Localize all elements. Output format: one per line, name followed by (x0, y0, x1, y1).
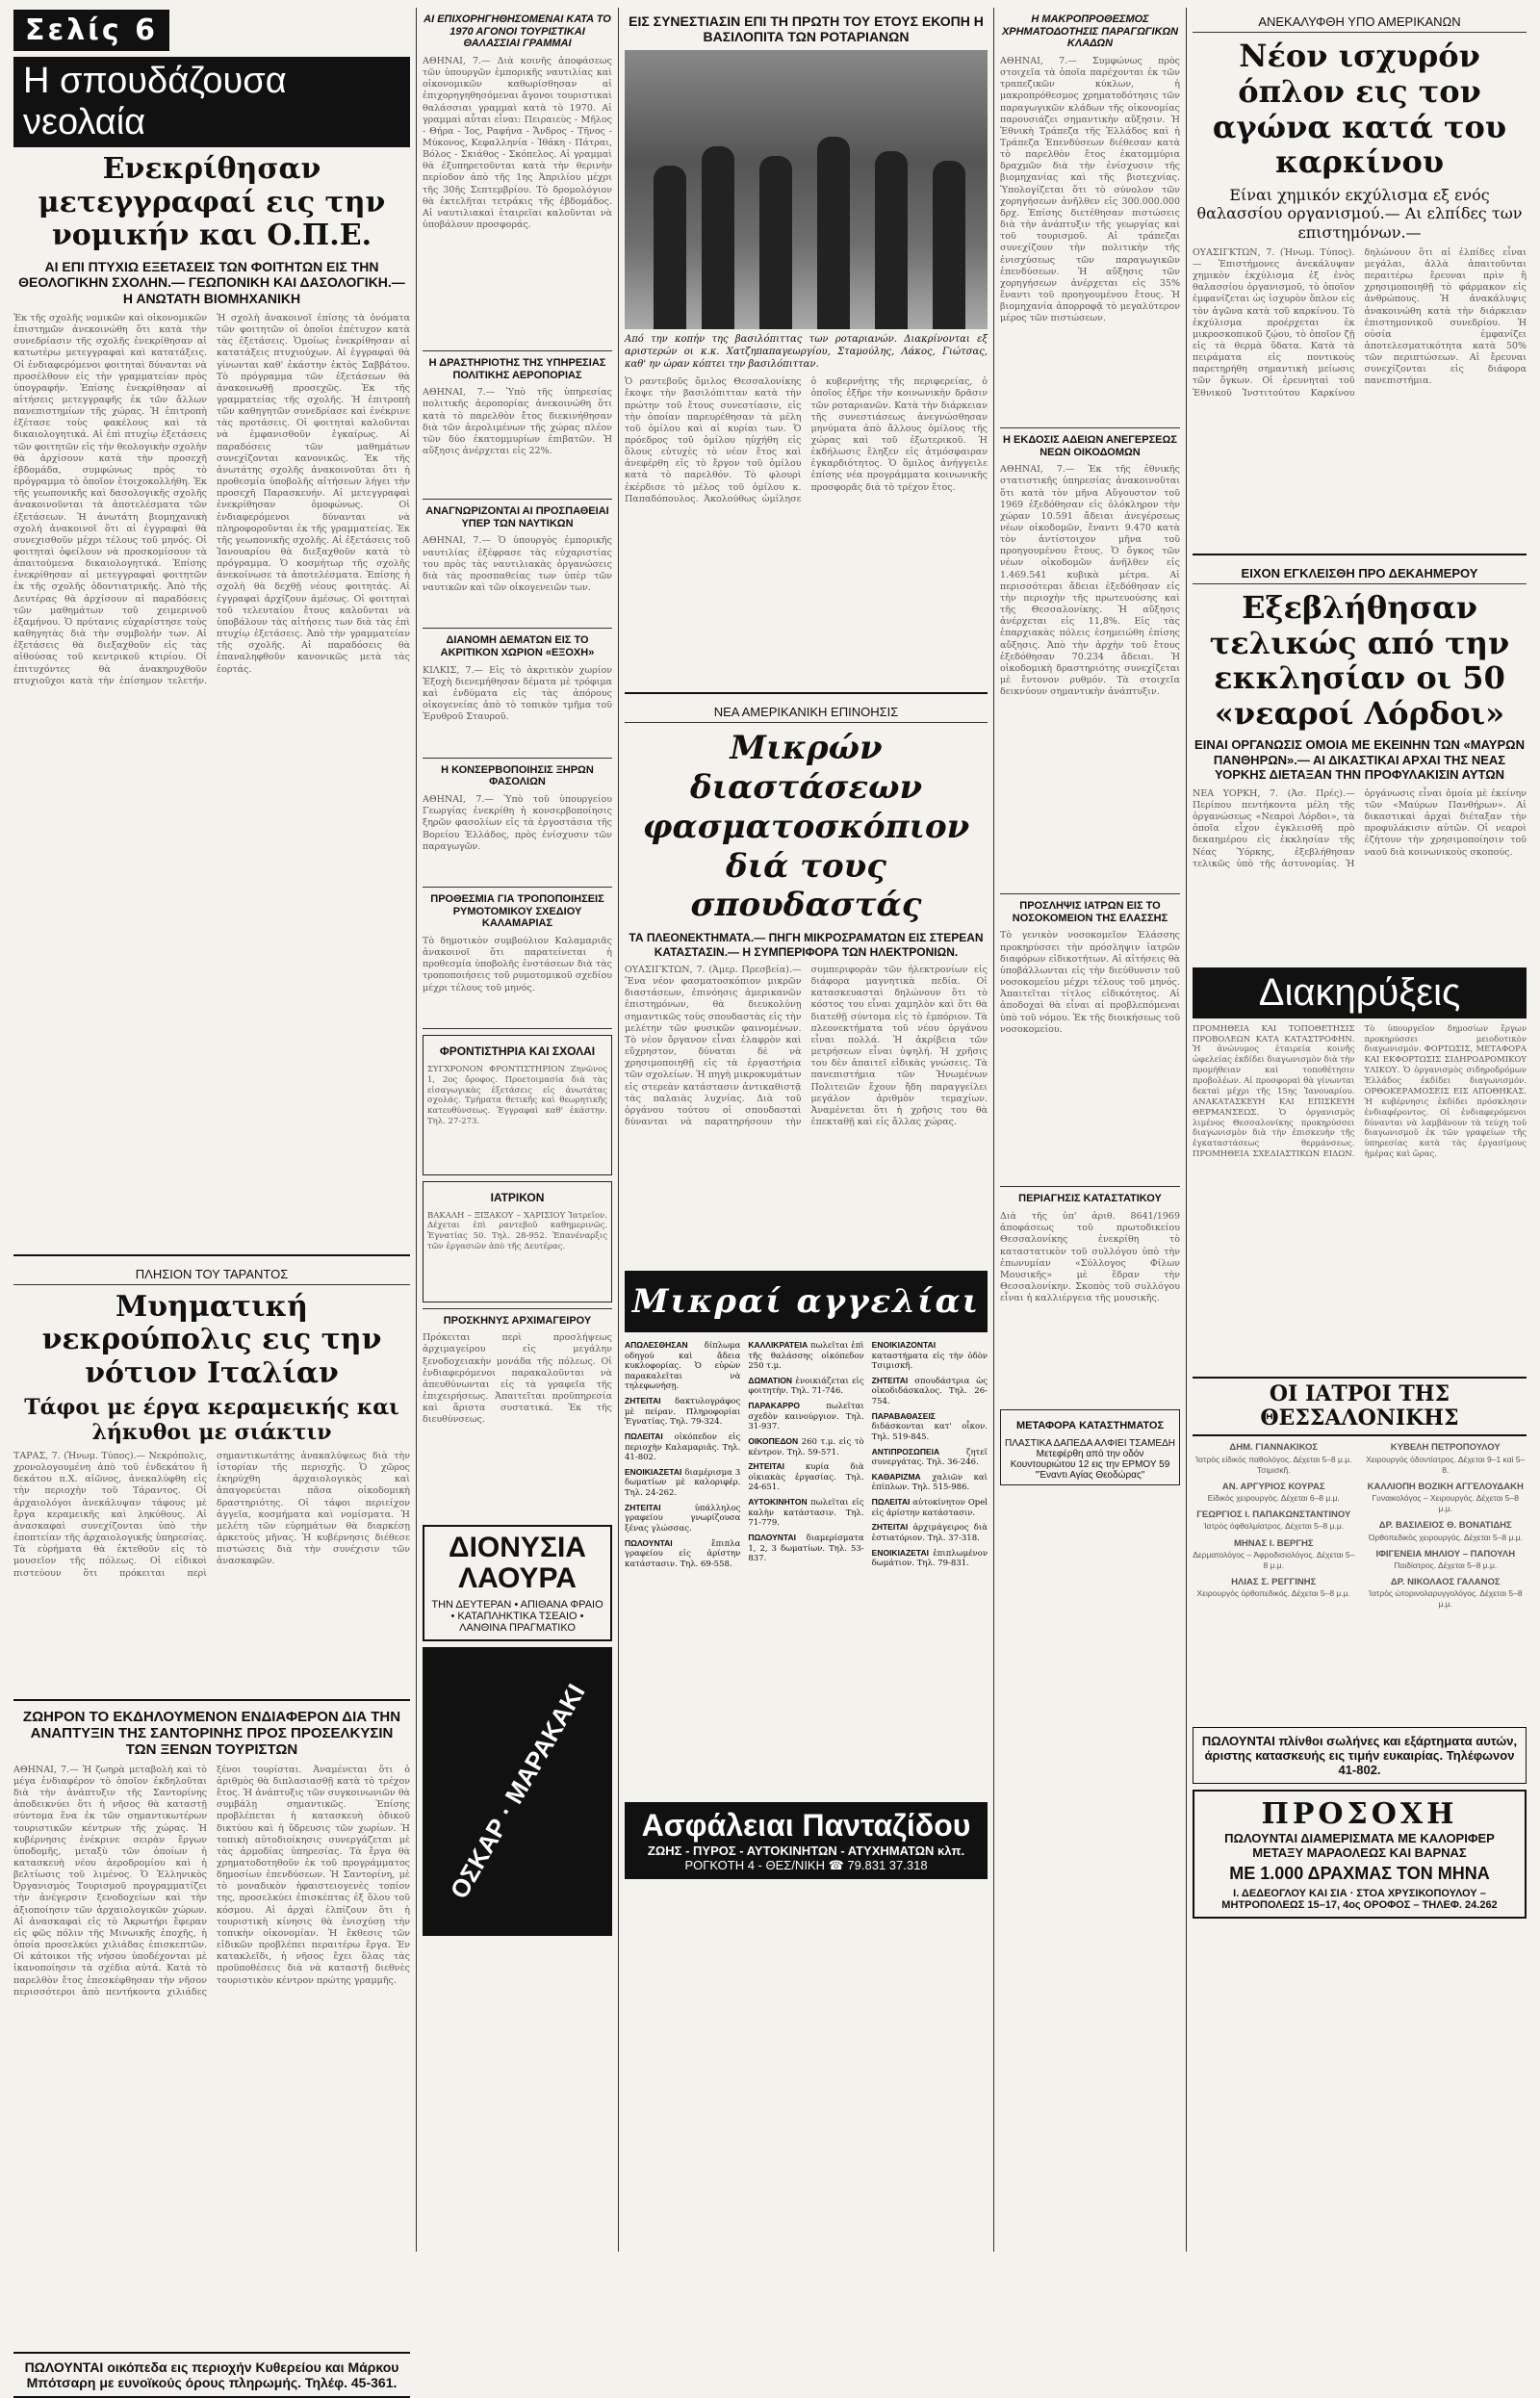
divider (423, 1308, 612, 1309)
kicker-spectroscope: ΝΕΑ ΑΜΕΡΙΚΑΝΙΚΗ ΕΠΙΝΟΗΣΙΣ (625, 702, 988, 723)
article-charter-body: Διὰ τῆς ὑπ' ἀριθ. 8641/1969 ἀποφάσεως τοῦ πρωτοδικείου Θεσσαλονίκης ἐνεκρίθη τὸ καταστατικὸν τοῦ συλλόγου ὑπὸ τὴν ἐπωνυμίαν «Σύλλογος Φίλων Μουσικῆς» μὲ ἕδραν τὴν Θεσσαλονίκην. Σκοπὸς τοῦ συλλόγου εἶναι ἡ καλλιέργεια τῆς μουσικῆς. (1000, 1211, 1180, 1304)
divider (1193, 554, 1527, 555)
box-medical: ΙΑΤΡΙΚΟΝ ΒΑΚΑΛΗ – ΞΙΞΑΚΟΥ – ΧΑΡΙΣΙΟΥ Ἰατρεῖον. Δέχεται ἐπὶ ραντεβοῦ καθημερινῶς. Ἐγνατίας 50. Τηλ. 28-952. Ἐπανέναρξις τῶν ἐργασιῶν ἀπὸ τῆς Δευτέρας. (423, 1181, 612, 1302)
notice-pipes: ΠΩΛΟΥΝΤΑΙ πλίνθοι σωλήνες και εξάρτηματα αυτών, άριστης κατασκευής εις τιμήν ευκαιρίας. Τηλέφωνον 41-802. (1193, 1727, 1527, 1784)
divider (423, 499, 612, 500)
column-1 (8, 8, 417, 2390)
article-parcels-body: ΚΙΛΚΙΣ, 7.— Εἰς τὸ ἀκριτικὸν χωρίον Ἐξοχὴ διενεμήθησαν δέματα μὲ τρόφιμα καὶ ἐνδύματα εἰς τὰς ἀπόρους οἰκογενείας ἀπὸ τὸ τοπικὸν τμῆμα τοῦ Ἐρυθροῦ Σταυροῦ. (423, 664, 612, 723)
doctors-list: ΔΗΜ. ΓΙΑΝΝΑΚΙΚΟΣ Ἰατρὸς εἰδικὸς παθολόγος. Δέχεται 5–8 μ.μ. Τσιμισκῆ. ΑΝ. ΑΡΓΥΡΙΟΣ ΚΟΥΡΑΣ Εἰδικὸς χειρουργὸς. Δέχεται 6–8 μ.μ. ΓΕΩΡΓΙΟΣ Ι. ΠΑΠΑΚΩΝΣΤΑΝΤΙΝΟΥ Ἰατρὸς ὀφθαλμίατρος. Δέχεται 5–8 μ.μ. ΜΗΝΑΣ Ι. ΒΕΡΓΗΣ Δερματολόγος – Ἀφροδισιολόγος. Δέχεται 5–8 μ.μ. ΗΛΙΑΣ Σ. ΡΕΓΓΙΝΗΣ Χειρουργὸς ὀρθοπεδικός. Δέχεται 5–8 μ.μ. ΚΥΒΕΛΗ ΠΕΤΡΟΠΟΥΛΟΥ Χειρουργὸς ὀδοντίατρος. Δέχεται 9–1 καὶ 5–8. ΚΑΛΛΙΟΠΗ ΒΟΖΙΚΗ ΑΓΓΕΛΟΥΔΑΚΗ Γυναικολόγος – Χειρουργός. Δέχεται 5–8 μ.μ. ΔΡ. ΒΑΣΙΛΕΙΟΣ Θ. ΒΟΝΑΤΙΔΗΣ Ὀρθοπεδικὸς χειρουργός. Δέχεται 5–8 μ.μ. ΙΦΙΓΕΝΕΙΑ ΜΗΛΙΟΥ – ΠΑΠΟΥΛΗ Παιδίατρος. Δέχεται 5–8 μ.μ. ΔΡ. ΝΙΚΟΛΑΟΣ ΓΑΛΑΝΟΣ Ἰατρὸς ὠτορινολαρυγγολόγος. Δέχεται 5–8 μ.μ. (1193, 1442, 1526, 1610)
headline-medical: ΙΑΤΡΙΚΟΝ (490, 1190, 545, 1204)
headline-relocation: ΜΕΤΑΦΟΡΑ ΚΑΤΑΣΤΗΜΑΤΟΣ (1015, 1420, 1165, 1432)
divider (1000, 893, 1180, 894)
ad-prosochi-footer: Ι. ΔΕΔΕΟΓΛΟΥ ΚΑΙ ΣΙΑ · ΣΤΟΑ ΧΡΥΣΙΚΟΠΟΥΛΟΥ – ΜΗΤΡΟΠΟΛΕΩΣ 15–17, 4ος ΟΡΟΦΟΣ – ΤΗΛΕΦ. 24.262 (1221, 1888, 1498, 1912)
headline-lords: Εξεβλήθησαν τελικώς από την εκκλησίαν οι 50 «νεαροί Λόρδοι» (1209, 588, 1510, 733)
article-santorini-body: ΑΘΗΝΑΙ, 7.— Ἡ ζωηρὰ μεταβολὴ καὶ τὸ μέγα ἐνδιαφέρον τὸ ὁποῖον ἐκδηλοῦται διὰ τὴν ἀνάπτυξιν τῆς Σαντορίνης ἀποδεικνύει ὅτι ἡ νῆσος θὰ καταστῇ σύντομα ἕνα ἐκ τῶν σημαντικωτέρων τουριστικῶν κέντρων τῆς χώρας. Ἡ κυβέρνησις ἐνέκρινε σειρὰν ἔργων ὑποδομῆς, μεταξὺ τῶν ὁποίων ἡ κατασκευὴ νέου ἀεροδρομίου καὶ ἡ βελτίωσις τοῦ λιμένος. Ὁ Ἑλληνικὸς Ὀργανισμὸς Τουρισμοῦ προγραμματίζει τὴν ἀνέγερσιν ξενοδοχείων καὶ τὴν ἀξιοποίησιν τῶν ἀρχαιολογικῶν χώρων. Αἱ ἀνασκαφαὶ εἰς τὸ Ἀκρωτήρι ἔφεραν εἰς φῶς πόλιν τῆς Μινωικῆς ἐποχῆς, ἡ ὁποία προσελκύει χιλιάδας ἐπισκεπτῶν. Οἱ κάτοικοι τῆς νήσου ὑποδέχονται μὲ ἱκανοποίησιν τὰ σχέδια αὐτά. Κατὰ τὸ παρελθὸν ἔτος ἐπεσκέφθησαν τὴν νῆσον περισσότεροι ἀπὸ πεντήκοντα χιλιάδες ξένοι τουρίσται. Ἀναμένεται ὅτι ὁ ἀριθμὸς θὰ διπλασιασθῇ κατὰ τὸ τρέχον ἔτος. Ἡ ἀνάπτυξις τῶν συγκοινωνιῶν θὰ συμβάλῃ σημαντικῶς. Ἐπίσης προβλέπεται ἡ κατασκευὴ ὁδικοῦ δικτύου καὶ ἡ ὕδρευσις τῶν χωρίων. Ἡ τοπικὴ αὐτοδιοίκησις συνεργάζεται μὲ τὰς ἀρμοδίας ὑπηρεσίας. Τὰ ἔργα θὰ χρηματοδοτηθοῦν ἐκ τοῦ προγράμματος δημοσίων ἐπενδύσεων. Ἡ Σαντορίνη, μὲ τὸ μοναδικὸν ἡφαιστειογενὲς τοπίον της, προσελκύει ἐπισκέπτας ἐξ ὅλου τοῦ κόσμου. Αἱ ἀρχαὶ ἐλπίζουν ὅτι ἡ τουριστικὴ κίνησις θὰ ἐνισχύσῃ τὴν τοπικὴν οἰκονομίαν. Ἡ ἔκθεσις τῶν εἰδικῶν προβλέπει περαιτέρω ἔργα. Ἐν κατακλεῖδι, ἡ νῆσος ἔχει ὅλας τὰς προϋποθέσεις διὰ νὰ καταστῇ διεθνὲς τουριστικὸν κέντρον πρώτης γραμμῆς. (13, 1764, 410, 1998)
ad-prosochi-line1: ΠΩΛΟΥΝΤΑΙ ΔΙΑΜΕΡΙΣΜΑΤΑ ΜΕ ΚΑΛΟΡΙΦΕΡ ΜΕΤΑΞΥ ΜΑΡΑΟΛΕΩΣ ΚΑΙ ΒΑΡΝΑΣ (1224, 1831, 1495, 1861)
classifieds-list: ΑΠΩΛΕΣΘΗΣΑΝ δίπλωμα οδηγού καὶ ἄδεια κυκλοφορίας. Ὁ εὑρὼν παρακαλεῖται νὰ τηλεφωνήσῃ. ΖΗΤΕΙΤΑΙ δακτυλογράφος μὲ πείραν. Πληροφορίαι Ἐγνατίας. Τηλ. 79-324. ΠΩΛΕΙΤΑΙ οἰκόπεδον εἰς περιοχὴν Καλαμαριᾶς. Τηλ. 41-802. ΕΝΟΙΚΙΑΖΕΤΑΙ διαμέρισμα 3 δωματίων μὲ καλοριφέρ. Τηλ. 24-262. ΖΗΤΕΙΤΑΙ ὑπάλληλος γραφείου γνωρίζουσα ξένας γλώσσας. ΠΩΛΟΥΝΤΑΙ ἔπιπλα γραφείου εἰς ἀρίστην κατάστασιν. Τηλ. 69-558. ΚΑΛΛΙΚΡΑΤΕΙΑ πωλεῖται ἐπὶ τῆς θαλάσσης οἰκόπεδον 250 τ.μ. ΔΩΜΑΤΙΟΝ ἐνοικιάζεται εἰς φοιτητὴν. Τηλ. 71-746. ΠΑΡΑΚΑΡΡΟ πωλεῖται σχεδὸν καινούργιον. Τηλ. 31-937. ΟΙΚΟΠΕΔΟΝ 260 τ.μ. εἰς τὸ κέντρον. Τηλ. 59-571. ΖΗΤΕΙΤΑΙ κυρία διὰ οἰκιακὰς ἐργασίας. Τηλ. 24-651. ΑΥΤΟΚΙΝΗΤΟΝ πωλεῖται εἰς καλὴν κατάστασιν. Τηλ. 71-779. ΠΩΛΟΥΝΤΑΙ διαμερίσματα 1, 2, 3 δωματίων. Τηλ. 53-837. ΕΝΟΙΚΙΑΖΟΝΤΑΙ καταστήματα εἰς τὴν ὁδὸν Τσιμισκῆ. ΖΗΤΕΙΤΑΙ σπουδάστρια ὡς οἰκοδιδάσκαλος. Τηλ. 26-754. ΠΑΡΑΒΑΘΑΣΕΙΣ διδάσκονται κατ' οἶκον. Τηλ. 519-845. ΑΝΤΙΠΡΟΣΩΠΕΙΑ ζητεῖ συνεργάτας. Τηλ. 36-246. ΚΑΘΑΡΙΖΜΑ χαλιῶν καὶ ἐπίπλων. Τηλ. 515-986. ΠΩΛΕΙΤΑΙ αὐτοκίνητον Opel εἰς ἀρίστην κατάστασιν. ΖΗΤΕΙΤΑΙ ἀρχιμάγειρος διὰ ἑστιατόριον. Τηλ. 37-318. ΕΝΟΙΚΙΑΖΕΤΑΙ ἐπιπλωμένον δωμάτιον. Τηλ. 79-831. (625, 1339, 988, 1569)
article-financing-body: ΑΘΗΝΑΙ, 7.— Συμφώνως πρὸς στοιχεῖα τὰ ὁποῖα παρέχονται ἐκ τῶν τραπεζικῶν κύκλων, ἡ μακροπρόθεσμος χρηματοδότησις τῶν παραγωγικῶν κλάδων τῆς οἰκονομίας παρουσιάζει σημαντικὴν αὔξησιν. Ἡ Ἐθνικὴ Τράπεζα τῆς Ἑλλάδος καὶ ἡ Τράπεζα Ἐπενδύσεων διέθεσαν κατὰ τὸ παρελθὸν ἔτος ἑκατομμύρια δραχμῶν διὰ τὴν ἐνίσχυσιν τῆς βιομηχανίας καὶ τῆς βιοτεχνίας. Ὑπολογίζεται ὅτι τὸ σύνολον τῶν χορηγήσεων ἀνῆλθεν εἰς 300.000.000 δρχ. Ἐπίσης διετέθησαν πιστώσεις διὰ τὴν ἀνάπτυξιν τῆς γεωργίας καὶ τοῦ τουρισμοῦ. Αἱ τράπεζαι συνεχίζουν τὴν πολιτικὴν τῆς ἐνισχύσεως τῶν παραγωγικῶν ἐπενδύσεων. Ἡ αὔξησις τῶν χορηγήσεων ἀνέρχεται εἰς 35% ἔναντι τοῦ προηγουμένου ἔτους. Ἡ βιομηχανία ἀπορροφᾷ τὸ μεγαλύτερον μέρος τῶν πιστώσεων. (1000, 55, 1180, 324)
article-lords-body: ΝΕΑ ΥΟΡΚΗ, 7. (Ἀσ. Πρές).— Περίπου πεντήκοντα μέλη τῆς ὀργανώσεως «Νεαροὶ Λόρδοι», τὰ ὁποῖα εἶχον ἐγκλεισθῆ πρὸ δεκαημέρου εἰς ἐκκλησίαν τῆς Νέας Ὑόρκης, ἐξεβλήθησαν τελικῶς ὑπὸ τῆς ἀστυνομίας. Ἡ ὀργάνωσις εἶναι ὁμοία μὲ ἐκείνην τῶν «Μαύρων Πανθήρων». Αἱ δικαστικαὶ ἀρχαὶ διέταξαν τὴν προφυλάκισιν αὐτῶν. Οἱ νεαροὶ ἐζήτουν τὴν χρησιμοποίησιν τοῦ ναοῦ διὰ κοινωνικοὺς σκοπούς. (1193, 787, 1527, 869)
article-tourist-lines-body: ΑΘΗΝΑΙ, 7.— Διὰ κοινῆς ἀποφάσεως τῶν ὑπουργῶν ἐμπορικῆς ναυτιλίας καὶ οἰκονομικῶν καθωρίσθησαν αἱ ἐπιχορηγηθησόμεναι ἄγονοι τουριστικαὶ θαλάσσιαι γραμμαὶ κατὰ τὸ 1970. Αἱ γραμμαὶ αὗται εἶναι: Πειραιεὺς - Μῆλος - Θήρα - Ἰος, Ραφήνα - Ἄνδρος - Τῆνος - Μύκονος, Κεφαλληνία - Ἰθάκη - Πάτραι, Βόλος - Σκιάθος - Σκόπελος. Αἱ γραμμαὶ θὰ ἐξυπηρετοῦνται κατὰ τὴν θερινὴν περίοδον ἀπὸ τῆς 1ης Ἀπριλίου μέχρι τῆς 30ῆς Σεπτεμβρίου. Τὸ δρομολόγιον θὰ ἐκτελῆται τετράκις τῆς ἑβδομάδος. Αἱ ναυτιλιακαὶ ἑταιρεῖαι καλοῦνται νὰ ὑποβάλουν προσφοράς. (423, 55, 612, 231)
headline-chef: ΠΡΟΣΚΗΝΥΣ ΑΡΧΙΜΑΓΕΙΡΟΥ (443, 1314, 592, 1327)
article-kalamaria-body: Τὸ δημοτικὸν συμβούλιον Καλαμαριᾶς ἀνακοινοῖ ὅτι παρατείνεται ἡ προθεσμία ὑποβολῆς ἐνστάσεων διὰ τὰς τροποποιήσεις τοῦ ρυμοτομικοῦ σχεδίου μέχρι τέλους τοῦ μηνός. (423, 935, 612, 993)
divider (13, 1699, 410, 1701)
article-permits-body: ΑΘΗΝΑΙ, 7.— Ἐκ τῆς ἐθνικῆς στατιστικῆς ὑπηρεσίας ἀνακοινοῦται ὅτι κατὰ τὸν μῆνα Αὔγουστον τοῦ 1969 ἐξεδόθησαν εἰς ὁλόκληρον τὴν χώραν 10.591 ἄδειαι ἀνεγέρσεως νέων οἰκοδομῶν, ἔναντι 9.470 κατὰ τὸν ἀντίστοιχον μῆνα τοῦ προηγουμένου ἔτους. Ὁ ὄγκος τῶν νέων οἰκοδομῶν ἀνῆλθεν εἰς 1.469.541 κυβικὰ μέτρα. Αἱ περισσότεραι ἄδειαι ἐξεδόθησαν εἰς τὴν περιοχὴν τῆς πρωτευούσης καὶ τῆς Θεσσαλονίκης. Ἡ αὔξησις ἀνέρχεται εἰς 11,8%. Εἰς τὰς ἐπαρχιακὰς πόλεις ἐσημειώθη ἐπίσης αὔξησις. Ἀπὸ τὴν ἀρχὴν τοῦ ἔτους ἐξεδόθησαν 70.234 ἄδειαι. Ἡ οἰκοδομικὴ δραστηριότης συνεχίζεται μὲ ἔντονον ρυθμόν. Τὰ στοιχεῖα δεικνύουν σημαντικὴν ἀνάπτυξιν. (1000, 464, 1180, 698)
column-5 (1187, 8, 1532, 2252)
column-3 (619, 8, 994, 2252)
ad-insurance-text: ΖΩΗΣ - ΠΥΡΟΣ - ΑΥΤΟΚΙΝΗΤΩΝ - ΑΤΥΧΗΜΑΤΩΝ κλπ. (647, 1843, 965, 1858)
divider (423, 758, 612, 759)
page-label: Σελίς 6 (13, 10, 169, 51)
divider (1000, 427, 1180, 428)
box-relocation (1000, 1409, 1180, 1485)
ad-dionysia-text: ΤΗΝ ΔΕΥΤΕΡΑΝ • ΑΠΙΘΑΝΑ ΦΡΑΙΟ • ΚΑΤΑΠΛΗΚΤΙΚΑ ΤΣΕΑΙΟ • ΛΑΝΘΙΝΑ ΠΡΑΓΜΑΤΙΚΟ (431, 1599, 603, 1635)
column-4 (994, 8, 1187, 2252)
divider (423, 887, 612, 888)
subhead-cancer: Είναι χημικόν εκχύλισμα εξ ενός θαλασσίου οργανισμού.— Αι ελπίδες των επιστημόνων.— (1196, 186, 1523, 242)
ad-insurance (625, 1802, 988, 1879)
declarations-body: ΠΡΟΜΗΘΕΙΑ ΚΑΙ ΤΟΠΟΘΕΤΗΣΙΣ ΠΡΟΒΟΛΕΩΝ ΚΑΤΑ ΚΑΤΑΣΤΡΟΦΗΝ. Ἡ ἀνώνυμος ἑταιρεία κοινῆς ὠφελείας ἐκδίδει διαγωνισμὸν διὰ τὴν προμήθειαν καὶ τοποθέτησιν προβολέων. Αἱ προσφοραὶ θὰ γίνωνται δεκταὶ μέχρι τῆς 15ης Ἰανουαρίου. ΑΝΑΚΑΤΑΣΚΕΥΗ ΚΑΙ ΕΠΙΣΚΕΥΗ ΘΕΡΜΑΝΣΕΩΣ. Ὁ ὀργανισμὸς λιμένος Θεσσαλονίκης προκηρύσσει διαγωνισμὸν διὰ τὴν ἐπισκευὴν τῆς ἐγκαταστάσεως θερμάνσεως. ΠΡΟΜΗΘΕΙΑ ΣΧΕΔΙΑΣΤΙΚΩΝ ΕΙΔΩΝ. Τὸ ὑπουργεῖον δημοσίων ἔργων προκηρύσσει μειοδοτικὸν διαγωνισμόν. ΦΟΡΤΩΣΙΣ, ΜΕΤΑΦΟΡΑ ΚΑΙ ΕΚΦΟΡΤΩΣΙΣ ΣΙΔΗΡΟΔΡΟΜΙΚΟΥ ΥΛΙΚΟΥ. Ὁ ὀργανισμὸς σιδηροδρόμων Ἑλλάδος ἐκδίδει διαγωνισμόν. ΟΡΘΟΚΕΡΑΜΟΣΕΙΣ ΕΙΣ ΑΠΟΘΗΚΑΣ. Ἡ κυβέρνησις ἐκδίδει πρόσκλησιν ἐνδιαφέροντος. Οἱ ἐνδιαφερόμενοι δύνανται νὰ λαμβάνουν τὰ τεύχη τοῦ διαγωνισμοῦ ἐκ τῶν γραφείων τῆς ὑπηρεσίας κατὰ τὰς ἐργασίμους ἡμέρας καὶ ὥρας. (1193, 1023, 1527, 1160)
headline-rotary: ΕΙΣ ΣΥΝΕΣΤΙΑΣΙΝ ΕΠΙ ΤΗ ΠΡΩΤΗ ΤΟΥ ΕΤΟΥΣ ΕΚΟΠΗ Η ΒΑΣΙΛΟΠΙΤΑ ΤΩΝ ΡΟΤΑΡΙΑΝΩΝ (629, 13, 984, 45)
subhead-lords: ΕΙΝΑΙ ΟΡΓΑΝΩΣΙΣ ΟΜΟΙΑ ΜΕ ΕΚΕΙΝΗΝ ΤΩΝ «ΜΑΥΡΩΝ ΠΑΝΘΗΡΩΝ».— ΑΙ ΔΙΚΑΣΤΙΚΑΙ ΑΡΧΑΙ ΤΗΣ ΝΕΑΣ ΥΟΡΚΗΣ ΔΙΕΤΑΞΑΝ ΤΗΝ ΠΡΟΦΥΛΑΚΙΣΙΝ ΑΥΤΩΝ (1194, 736, 1525, 783)
article-beans-body: ΑΘΗΝΑΙ, 7.— Ὑπὸ τοῦ ὑπουργείου Γεωργίας ἐνεκρίθη ἡ κονσερβοποίησις ξηρῶν φασολίων εἰς τὰ ἐργοστάσια τῆς Βορείου Ἑλλάδος, πρὸς ἐνίσχυσιν τῶν παραγωγῶν. (423, 794, 612, 852)
photo-rotary-cake (625, 50, 988, 329)
subhead-necropolis: Τάφοι με έργα κεραμεικής και λήκυθοι με σιάκτιν (24, 1395, 399, 1445)
divider (1000, 1186, 1180, 1187)
divider (423, 1028, 612, 1029)
headline-santorini: ΖΩΗΡΟΝ ΤΟ ΕΚΔΗΛΟΥΜΕΝΟΝ ΕΝΔΙΑΦΕΡΟΝ ΔΙΑ ΤΗΝ ΑΝΑΠΤΥΞΙΝ ΤΗΣ ΣΑΝΤΟΡΙΝΗΣ ΠΡΟΣ ΠΡΟΣΕΛΚΥΣΙΝ ΤΩΝ ΞΕΝΩΝ ΤΟΥΡΙΣΤΩΝ (22, 1708, 401, 1759)
article-sailors-body: ΑΘΗΝΑΙ, 7.— Ὁ ὑπουργὸς ἐμπορικῆς ναυτιλίας ἐξέφρασε τὰς εὐχαριστίας του πρὸς τὰς ναυτιλιακὰς ὀργανώσεις διὰ τὰς προσπαθείας των ὑπὲρ τῶν ναυτικῶν καὶ τῶν οἰκογενειῶν των. (423, 535, 612, 594)
box-tutoring: ΦΡΟΝΤΙΣΤΗΡΙΑ ΚΑΙ ΣΧΟΛΑΙ ΣΥΓΧΡΟΝΟΝ ΦΡΟΝΤΙΣΤΗΡΙΟΝ Ζηνῶνος 1, 2ος ὄροφος. Προετοιμασία διὰ τὰς εἰσαγωγικὰς ἐξετάσεις εἰς ἀνωτάτας σχολάς. Τμήματα θετικῆς καὶ θεωρητικῆς κατευθύνσεως. Ἐγγραφαὶ καθ' ἑκάστην. Τηλ. 27-273. (423, 1035, 612, 1175)
ad-dionysia (423, 1525, 612, 1641)
ad-dionysia-title: ΔΙΟΝΥΣΙΑ ΛΑΟΥΡΑ (449, 1532, 586, 1594)
newspaper-page (8, 8, 1532, 2390)
ad-vertical-image (423, 1647, 612, 1936)
article-civil-aviation-body: ΑΘΗΝΑΙ, 7.— Ὑπὸ τῆς ὑπηρεσίας πολιτικῆς ἀεροπορίας ἀνεκοινώθη ὅτι κατὰ τὸ παρελθὸν ἔτος διεκινήθησαν διὰ τῶν ἀερολιμένων τῆς χώρας πλέον τῶν δύο ἑκατομμυρίων ἐπιβατῶν. Ἡ αὔξησις ἀνέρχεται εἰς 22%. (423, 387, 612, 456)
section-declarations: Διακηρύξεις (1193, 967, 1527, 1019)
headline-spectroscope: Μικρών διαστάσεων φασματοσκόπιον διά τους σπουδαστάς (642, 729, 970, 925)
subhead-transfers: ΑΙ ΕΠΙ ΠΤΥΧΙΩ ΕΞΕΤΑΣΕΙΣ ΤΩΝ ΦΟΙΤΗΤΩΝ ΕΙΣ ΤΗΝ ΘΕΟΛΟΓΙΚΗΝ ΣΧΟΛΗΝ.— ΓΕΩΠΟΝΙΚΗ ΚΑΙ ΔΑΣΟΛΟΓΙΚΗ.— Η ΑΝΩΤΑΤΗ ΒΙΟΜΗΧΑΝΙΚΗ (18, 258, 405, 307)
article-necropolis-body: ΤΑΡΑΣ, 7. (Ἠνωμ. Τύπος).— Νεκρόπολις, χρονολογουμένη ἀπὸ τοῦ ἐνδεκάτου ἢ δεκάτου π.Χ. αἰῶνος, ἀνεκαλύφθη εἰς τὴν περιοχὴν τοῦ Τάραντος. Οἱ ἀρχαιολόγοι ἀνεκάλυψαν τάφους μὲ ἔργα κεραμεικῆς καὶ ληκύθους. Αἱ ἀνασκαφαὶ συνεχίζονται ὑπὸ τὴν ἐποπτείαν τῆς ἀρχαιολογικῆς ὑπηρεσίας. Τὰ εὑρήματα θὰ ἐκτεθοῦν εἰς τὸ μουσεῖον τῆς πόλεως. Οἱ εἰδικοὶ πιστεύουν ὅτι πρόκειται περὶ σημαντικωτάτης ἀνακαλύψεως διὰ τὴν ἱστορίαν τῆς περιοχῆς. Ὁ χῶρος ἐκηρύχθη ἀρχαιολογικὸς καὶ ἀπαγορεύεται πᾶσα οἰκοδομικὴ δραστηριότης. Οἱ τάφοι περιείχον ἀγγεῖα, κοσμήματα καὶ νομίσματα. Ἡ μελέτη τῶν εὑρημάτων θὰ διαρκέσῃ ἀρκετοὺς μῆνας. Ἡ κυβέρνησις διέθεσε πιστώσεις διὰ τὴν συνέχισιν τῶν ἀνασκαφῶν. (13, 1450, 410, 1579)
article-rotary-body: Ὁ ραντεβοῦς ὄμιλος Θεσσαλονίκης ἔκοψε τὴν βασιλόπιτταν κατὰ τὴν πρώτην τοῦ ἔτους συνεστίασιν, εἰς τὴν ὁποίαν παρευρέθησαν τὰ μέλη τοῦ ὁμίλου καὶ αἱ κυρίαι των. Ὁ πρόεδρος τοῦ ὁμίλου ηὐχήθη εἰς ὅλους εὐτυχὲς τὸ νέον ἔτος καὶ ἀνεφέρθη εἰς τὸ ἔργον τοῦ ὁμίλου κατὰ τὸ παρελθόν. Τὸ φλουρὶ ἐκέρδισε τὸ μέλος τοῦ ὁμίλου κ. Παπαδόπουλος. Ἀκολούθως ὡμίλησε ὁ κυβερνήτης τῆς περιφερείας, ὁ ὁποῖος ἐξῆρε τὴν κοινωνικὴν δρᾶσιν τῶν ροταριανῶν. Κατὰ τὴν διάρκειαν τῆς συνεστιάσεως ἀνεγνώσθησαν μηνύματα ἀπὸ ἄλλους ὁμίλους τῆς χώρας καὶ τοῦ ἐξωτερικοῦ. Ἡ ἐκδήλωσις ἔληξεν εἰς ἀτμόσφαιραν ἐγκαρδιότητος. Ὁ ὅμιλος ἀνήγγειλε ἐπίσης νέα προγράμματα κοινωνικῆς προσφορᾶς διὰ τὸ τρέχον ἔτος. (625, 376, 988, 504)
kicker-cancer: ΑΝΕΚΑΛΥΦΘΗ ΥΠΟ ΑΜΕΡΙΚΑΝΩΝ (1193, 12, 1527, 33)
headline-doctors-list: ΟΙ ΙΑΤΡΟΙ ΤΗΣ ΘΕΣΣΑΛΟΝΙΚΗΣ (1193, 1377, 1527, 1437)
article-chef-body: Πρόκειται περὶ προσλήψεως ἀρχιμαγείρου εἰς μεγάλην ξενοδοχειακὴν μονάδα τῆς πόλεως. Οἱ ἐνδιαφερόμενοι παρακαλοῦνται νὰ ἀπευθύνωνται εἰς τὰ γραφεῖα τῆς ἐπιχειρήσεως. Ἀπαιτεῖται προϋπηρεσία καὶ ἄριστα συστατικά. Ἐκ τῆς διευθύνσεως. (423, 1332, 612, 1426)
headline-sailors: ΑΝΑΓΝΩΡΙΖΟΝΤΑΙ ΑΙ ΠΡΟΣΠΑΘΕΙΑΙ ΥΠΕΡ ΤΩΝ ΝΑΥΤΙΚΩΝ (425, 505, 609, 529)
article-spectroscope-body: ΟΥΑΣΙΓΚΤΩΝ, 7. (Ἀμερ. Πρεσβεία).— Ἕνα νέον φασματοσκόπιον μικρῶν διαστάσεων, ἐπινόησις ἀμερικανῶν ἐπιστημόνων, θὰ διευκολύνῃ σημαντικῶς τοὺς σπουδαστὰς εἰς τὴν μελέτην τῶν φυσικῶν φαινομένων. Τὸ νέον ὄργανον εἶναι ἐλαφρὸν καὶ εὔχρηστον, δύναται δὲ νὰ χρησιμοποιηθῇ εἰς τὰ ἐργαστήρια τῶν σχολείων. Ἡ πηγὴ μικροκυμάτων εἰς στερεὰν κατάστασιν ἀντικαθιστᾷ τὰς παλαιὰς λυχνίας. Διὰ τοῦ ὀργάνου τούτου οἱ σπουδασταὶ δύνανται νὰ παρατηρήσουν τὴν συμπεριφορὰν τῶν ἠλεκτρονίων εἰς διάφορα μαγνητικὰ πεδία. Οἱ κατασκευασταὶ δηλώνουν ὅτι τὸ κόστος του εἶναι χαμηλὸν καὶ ὅτι θὰ διατεθῇ σύντομα εἰς τὸ ἐμπόριον. Τὰ πλεονεκτήματα τοῦ νέου ὀργάνου εἶναι πολλά. Ἡ ἀκρίβεια τῶν μετρήσεων εἶναι ὑψηλή. Ἡ χρῆσις του δὲν ἀπαιτεῖ εἰδικὰς γνώσεις. Τὰ πανεπιστήμια τῶν Ἡνωμένων Πολιτειῶν ἔχουν ἤδη παραγγείλει μεγάλον ἀριθμὸν τεμαχίων. Ἀναμένεται ὅτι ἡ χρῆσις του θὰ ἐπεκταθῇ καὶ εἰς ἄλλας χώρας. (625, 964, 988, 1127)
headline-kalamaria-plan: ΠΡΟΘΕΣΜΙΑ ΓΙΑ ΤΡΟΠΟΠΟΙΗΣΕΙΣ ΡΥΜΟΤΟΜΙΚΟΥ ΣΧΕΔΙΟΥ ΚΑΛΑΜΑΡΙΑΣ (430, 893, 604, 930)
headline-beans: Η ΚΟΝΣΕΡΒΟΠΟΙΗΣΙΣ ΞΗΡΩΝ ΦΑΣΟΛΙΩΝ (441, 763, 594, 788)
photo-caption: Από την κοπήν της βασιλόπιττας των ροταριανών. Διακρίνονται εξ αριστερών οι κ.κ. Χατζηπαπαγεωργίου, Σταμούλης, Λάκος, Γιώτσας, καθ' ην ώραν κόπτει την βασιλόπιτταν. (625, 334, 988, 371)
divider (423, 628, 612, 629)
headline-cancer: Νέον ισχυρόν όπλον εις τον αγώνα κατά του καρκίνου (1212, 38, 1507, 181)
headline-necropolis: Μυηματική νεκρούπολις εις την νότιον Ιταλίαν (41, 1289, 382, 1390)
headline-transfers: Ενεκρίθησαν μετεγγραφαί εις την νομικήν και Ο.Π.Ε. (38, 152, 386, 252)
article-doctors-hiring-body: Τὸ γενικὸν νοσοκομεῖον Ἐλάσσης προκηρύσσει τὴν πρόσληψιν ἰατρῶν διαφόρων εἰδικοτήτων. Αἱ αἰτήσεις θὰ ὑποβάλλωνται εἰς τὴν διεύθυνσιν τοῦ νοσοκομείου μέχρι τέλους τοῦ μηνός. Ἀπαιτεῖται τίτλος εἰδικότητος. Αἱ ἀποδοχαὶ θὰ εἶναι αἱ προβλεπόμεναι ὑπὸ τοῦ νόμου. Ἐκ τῆς διοικήσεως τοῦ νοσοκομείου. (1000, 930, 1180, 1035)
headline-civil-aviation: Η ΔΡΑΣΤΗΡΙΟΤΗΣ ΤΗΣ ΥΠΗΡΕΣΙΑΣ ΠΟΛΙΤΙΚΗΣ ΑΕΡΟΠΟΡΙΑΣ (428, 356, 606, 381)
ad-prosochi-title: ΠΡΟΣΟΧΗ (1261, 1797, 1458, 1832)
ad-vertical-text: ΟΣΚΑΡ · ΜΑΡΑΚΑΚΙ (444, 1679, 591, 1904)
headline-charter: ΠΕΡΙΑΓΗΣΙΣ ΚΑΤΑΣΤΑΤΙΚΟΥ (1018, 1193, 1162, 1205)
headline-financing: Η ΜΑΚΡΟΠΡΟΘΕΣΜΟΣ ΧΡΗΜΑΤΟΔΟΤΗΣΙΣ ΠΑΡΑΓΩΓΙΚΩΝ ΚΛΑΔΩΝ (1001, 13, 1179, 50)
article-transfers-body: Ἐκ τῆς σχολῆς νομικῶν καὶ οἰκονομικῶν ἐπιστημῶν ἀνεκοινώθη ὅτι κατὰ τὴν συνεδρίασιν τῆς σχολῆς ἐνεκρίθησαν αἱ κατωτέρω μετεγγραφαὶ καὶ κατατάξεις. Οἱ ἐνδιαφερόμενοι φοιτηταὶ δύνανται νὰ προσέλθουν εἰς τὴν γραμματείαν πρὸς ὑπογραφήν. Ἐπίσης ἐνεκρίθησαν αἱ αἰτήσεις μετεγγραφῆς ἐκ τῶν ἄλλων πανεπιστημίων τῆς χώρας. Ἡ ἐπιτροπὴ ἐξέτασε τοὺς φακέλους καὶ τὰ δικαιολογητικά. Αἱ ἐπὶ πτυχίῳ ἐξετάσεις τῶν φοιτητῶν εἰς τὴν θεολογικὴν σχολὴν θὰ ἀρχίσουν κατὰ τὴν προσεχῆ ἑβδομάδα, συμφώνως πρὸς τὸ πρόγραμμα τὸ ὁποῖον ἐτοιχοκολλήθη. Ἐκ τῆς γεωπονικῆς καὶ δασολογικῆς σχολῆς ἀνακοινοῦνται τὰ ἀποτελέσματα τῶν ἐξετάσεων. Ἡ ἀνωτάτη βιομηχανικὴ σχολὴ ἀνακοινοῖ ὅτι αἱ ἐγγραφαὶ θὰ συνεχισθοῦν μέχρι τέλους τοῦ μηνός. Οἱ φοιτηταὶ ὀφείλουν νὰ προσκομίσουν τὰ ἀπαιτούμενα δικαιολογητικά. Ἐπίσης ἐνεκρίθησαν αἱ μετεγγραφαὶ φοιτητῶν ἐκ τῆς σχολῆς ὀδοντιατρικῆς. Ἀπὸ τῆς Δευτέρας θὰ ἀρχίσουν αἱ παραδόσεις τῶν μαθημάτων τοῦ χειμερινοῦ ἑξαμήνου. Ὁ πρύτανις εὐχαρίστησε τοὺς καθηγητὰς διὰ τὴν συμβολήν των. Αἱ ἐξετάσεις θὰ διεξαχθοῦν εἰς τὰς αἰθούσας τοῦ κεντρικοῦ κτιρίου. Οἱ ἐπιτυχόντες θὰ ἀνακηρυχθοῦν πτυχιοῦχοι κατὰ τὴν ἐπίσημον τελετήν. Ἡ σχολὴ ἀνακοινοῖ ἐπίσης τὰ ὀνόματα τῶν φοιτητῶν οἱ ὁποῖοι ἐπέτυχον κατὰ τὰς ἐξετάσεις. Ὁμοίως ἐνεκρίθησαν αἱ κατατάξεις πτυχιούχων. Αἱ ἐγγραφαὶ θὰ γίνωνται καθ' ἑκάστην ἐκτὸς Σαββάτου. Τὸ πρόγραμμα τῶν ἐξετάσεων θὰ ἀνακοινωθῇ προσεχῶς. Ἐκ τῆς γραμματείας τῆς σχολῆς. Ἡ ἐπιτροπὴ τῶν καθηγητῶν συνεδρίασε καὶ ἐνέκρινε τὰς προτάσεις. Οἱ φοιτηταὶ καλοῦνται νὰ ἐμφανισθοῦν ἐγκαίρως. Αἱ παραδόσεις τῶν μαθημάτων συνεχίζονται κανονικῶς. Ἐκ τῆς ἀνωτάτης σχολῆς ἀνακοινοῦται ὅτι ἡ προθεσμία ὑποβολῆς αἰτήσεων λήγει τὴν προσεχῆ Παρασκευήν. Αἱ μετεγγραφαὶ ἐνεκρίθησαν ὁμοφώνως. Οἱ ἐνδιαφερόμενοι δύνανται νὰ πληροφοροῦνται ἐκ τῆς γραμματείας. Ἐκ τῆς γεωπονικῆς σχολῆς. Αἱ ἐξετάσεις τοῦ Ἰανουαρίου θὰ διεξαχθοῦν κατὰ τὸ πρόγραμμα. Ὁ κοσμήτωρ τῆς σχολῆς ἀνεκοίνωσε τὰ ἀποτελέσματα. Ἐπίσης ἡ σχολὴ θὰ δεχθῇ νέους φοιτητάς. Αἱ ἐγγραφαὶ ἀρχίζουν ἀμέσως. Οἱ φοιτηταὶ τοῦ τελευταίου ἔτους καλοῦνται νὰ ὑποβάλουν τὰς αἰτήσεις των διὰ τὰς ἐπὶ πτυχίῳ ἐξετάσεις. Ἀπὸ τὴν γραμματείαν τῆς σχολῆς. Αἱ παραδόσεις θὰ ἐπαναληφθοῦν κανονικῶς μετὰ τὰς ἑορτάς. (13, 312, 410, 686)
ad-prosochi-line2: ΜΕ 1.000 ΔΡΑΧΜΑΣ ΤΟΝ ΜΗΝΑ (1229, 1864, 1490, 1884)
kicker-taranto: ΠΛΗΣΙΟΝ ΤΟΥ ΤΑΡΑΝΤΟΣ (13, 1264, 410, 1285)
headline-doctors-hiring: ΠΡΟΣΛΗΨΙΣ ΙΑΤΡΩΝ ΕΙΣ ΤΟ ΝΟΣΟΚΟΜΕΙΟΝ ΤΗΣ ΕΛΑΣΣΗΣ (1012, 900, 1168, 924)
headline-permits: Η ΕΚΔΟΣΙΣ ΑΔΕΙΩΝ ΑΝΕΓΕΡΣΕΩΣ ΝΕΩΝ ΟΙΚΟΔΟΜΩΝ (1003, 433, 1177, 458)
kicker-lords: ΕΙΧΟΝ ΕΓΚΛΕΙΣΘΗ ΠΡΟ ΔΕΚΑΗΜΕΡΟΥ (1193, 563, 1527, 584)
section-student-youth: Η σπουδάζουσα νεολαία (13, 57, 410, 147)
bottom-notice-plots: ΠΩΛΟΥΝΤΑΙ οικόπεδα εις περιοχήν Κυθερείου και Μάρκου Μπότσαρη με ευνοϊκούς όρους πληρωμής. Τηλέφ. 45-361. (13, 2352, 410, 2398)
relocation-text: ΠΛΑΣΤΙΚΑ ΔΑΠΕΔΑ ΑΛΦΙΕΙ ΤΣΑΜΕΔΗ Μετεφέρθη από την οδόν Κουντουριώτου 12 εις την ΕΡΜΟΥ 59 "Έναντι Αγίας Θεοδώρας" (1005, 1437, 1175, 1481)
headline-tutoring: ΦΡΟΝΤΙΣΤΗΡΙΑ ΚΑΙ ΣΧΟΛΑΙ (439, 1044, 596, 1058)
ad-insurance-address: ΡΟΓΚΟΤΗ 4 - ΘΕΣ/ΝΙΚΗ ☎ 79.831 37.318 (684, 1857, 928, 1872)
banner-classifieds: Μικραί αγγελίαι (625, 1271, 988, 1332)
headline-parcels: ΔΙΑΝΟΜΗ ΔΕΜΑΤΩΝ ΕΙΣ ΤΟ ΑΚΡΙΤΙΚΟΝ ΧΩΡΙΟΝ «ΕΞΟΧΗ» (440, 634, 595, 659)
ad-prosochi (1193, 1790, 1527, 1919)
article-cancer-body: ΟΥΑΣΙΓΚΤΩΝ, 7. (Ἠνωμ. Τύπος).— Ἐπιστήμονες ἀνεκάλυψαν χημικὸν ἐκχύλισμα ἐξ ἑνὸς θαλασσίου ὀργανισμοῦ, τὸ ὁποῖον ἐμφανίζεται ὡς ἰσχυρὸν ὅπλον εἰς τὸν ἀγῶνα κατὰ τοῦ καρκίνου. Τὸ ἐκχύλισμα προέρχεται ἐκ μικροσκοπικοῦ ζῴου, τὸ ὁποῖον ζῇ εἰς τὰ θερμὰ ὕδατα. Κατὰ τὰ πειράματα εἰς ποντικοὺς παρετηρήθη σημαντικὴ μείωσις τῶν ὄγκων. Οἱ ἐρευνηταὶ τοῦ Ἐθνικοῦ Ἰνστιτούτου Καρκίνου δηλώνουν ὅτι αἱ ἐλπίδες εἶναι μεγάλαι, ἀλλὰ ἀπαιτοῦνται περαιτέρω ἔρευναι πρὶν ἢ χρησιμοποιηθῇ τὸ φάρμακον εἰς ἀνθρώπους. Ἡ ἀνακάλυψις ἀνακοινώθη κατὰ τὴν διάρκειαν ἐπιστημονικοῦ συνεδρίου. Ἡ οὐσία ἐμφανίζει ἀποτελεσματικότητα κατὰ 50% τῶν περιπτώσεων. Αἱ ἔρευναι συνεχίζονται εἰς διάφορα πανεπιστήμια. (1193, 246, 1527, 399)
divider (13, 1254, 410, 1256)
divider (625, 692, 988, 694)
ad-insurance-title: Ασφάλειαι Πανταζίδου (641, 1807, 971, 1843)
divider (423, 350, 612, 351)
headline-tourist-lines: ΑΙ ΕΠΙΧΟΡΗΓΗΘΗΣΟΜΕΝΑΙ ΚΑΤΑ ΤΟ 1970 ΑΓΟΝΟΙ ΤΟΥΡΙΣΤΙΚΑΙ ΘΑΛΑΣΣΙΑΙ ΓΡΑΜΜΑΙ (424, 13, 611, 50)
column-2 (417, 8, 619, 2252)
subhead-spectroscope: ΤΑ ΠΛΕΟΝΕΚΤΗΜΑΤΑ.— ΠΗΓΗ ΜΙΚΡΟΣΡΑΜΑΤΩΝ ΕΙΣ ΣΤΕΡΕΑΝ ΚΑΤΑΣΤΑΣΙΝ.— Η ΣΥΜΠΕΡΙΦΟΡΑ ΤΩΝ ΗΛΕΚΤΡΟΝΙΩΝ. (629, 931, 984, 959)
